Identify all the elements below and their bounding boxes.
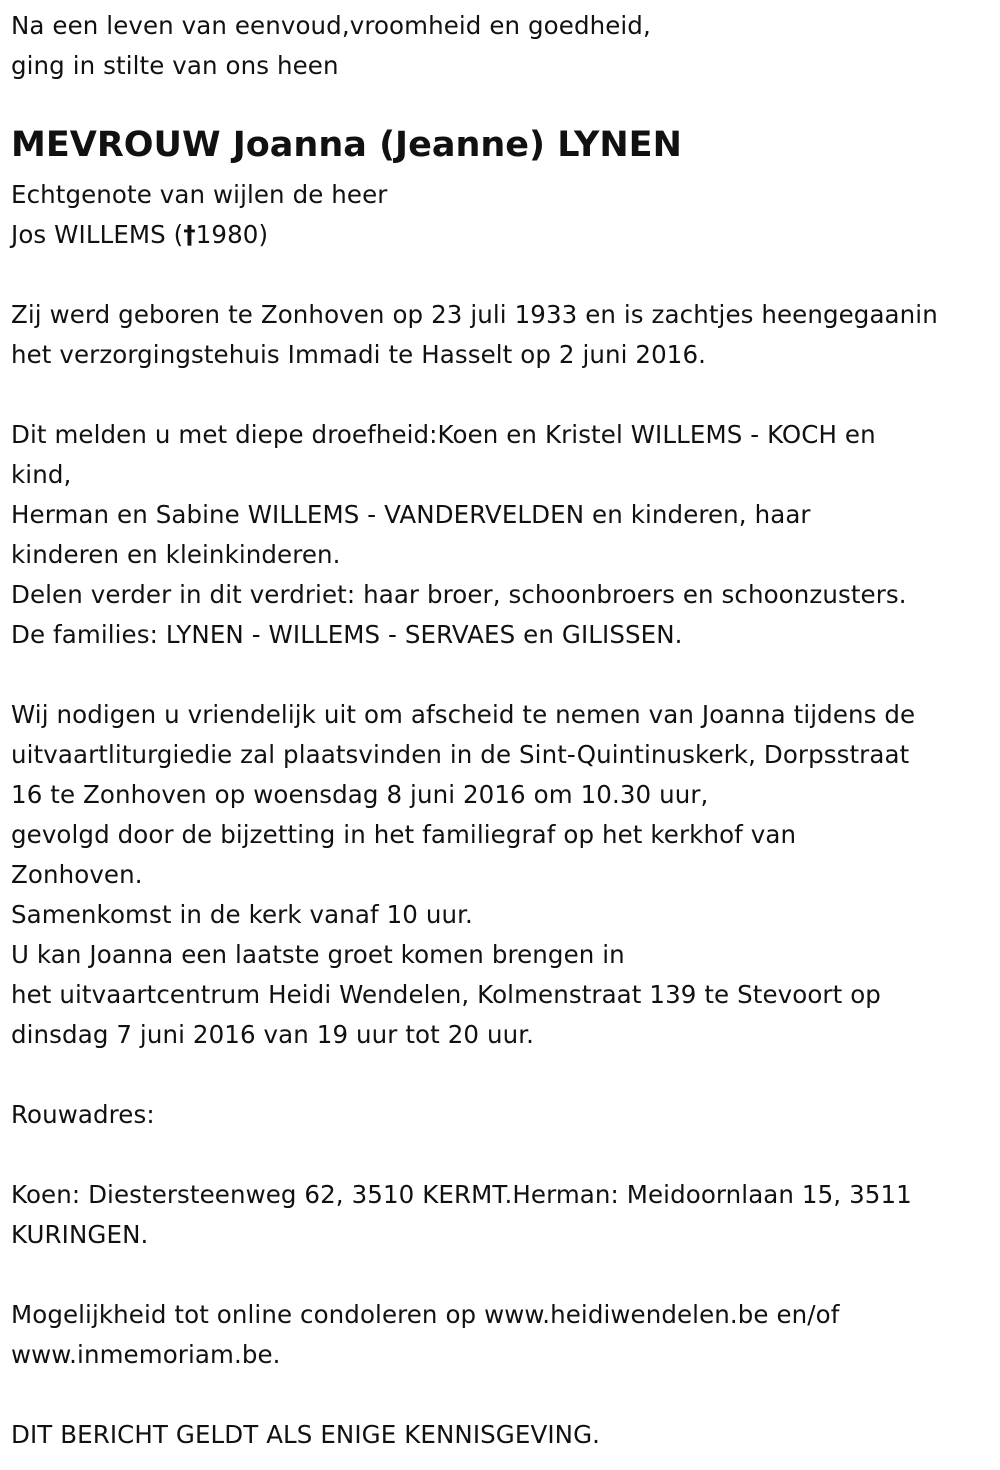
spouse-line-1: Echtgenote van wijlen de heer — [11, 180, 388, 209]
spouse-line-2 — [11, 215, 1000, 255]
birth-paragraph — [11, 295, 1000, 375]
ceremony-line: Zonhoven. — [11, 860, 143, 889]
address-line-1: Koen: Diestersteenweg 62, 3510 KERMT.Herman: Meidoornlaan 15, 3511 — [11, 1180, 912, 1209]
family-line: kind, — [11, 460, 72, 489]
ceremony-line: het uitvaartcentrum Heidi Wendelen, Kolmenstraat 139 te Stevoort op — [11, 980, 881, 1009]
birth-line-1: Zij werd geboren te Zonhoven op 23 juli 1933 en is zachtjes heengegaanin — [11, 300, 938, 329]
condolences-block — [11, 1295, 1000, 1375]
ceremony-line: uitvaartliturgiedie zal plaatsvinden in de Sint-Quintinuskerk, Dorpsstraat — [11, 740, 910, 769]
condolences-line-2: www.inmemoriam.be. — [11, 1340, 281, 1369]
family-paragraph — [11, 415, 1000, 655]
family-line: Delen verder in dit verdriet: haar broer, schoonbroers en schoonzusters. — [11, 580, 907, 609]
intro-text — [11, 6, 1000, 86]
ceremony-line: gevolgd door de bijzetting in het familiegraf op het kerkhof van — [11, 820, 797, 849]
family-line: Herman en Sabine WILLEMS - VANDERVELDEN en kinderen, haar — [11, 500, 811, 529]
ceremony-paragraph — [11, 695, 1000, 1055]
cross-icon: † — [183, 220, 196, 249]
ceremony-line: Wij nodigen u vriendelijk uit om afscheid te nemen van Joanna tijdens de — [11, 700, 916, 729]
ceremony-line: Samenkomst in de kerk vanaf 10 uur. — [11, 900, 473, 929]
address-line-2: KURINGEN. — [11, 1220, 149, 1249]
spouse-death-year: 1980) — [195, 220, 269, 249]
address-heading: Rouwadres: — [11, 1100, 155, 1129]
address-block — [11, 1175, 1000, 1255]
intro-line-2: ging in stilte van ons heen — [11, 51, 339, 80]
family-line: De families: LYNEN - WILLEMS - SERVAES en GILISSEN. — [11, 620, 683, 649]
family-line: Dit melden u met diepe droefheid:Koen en Kristel WILLEMS - KOCH en — [11, 420, 876, 449]
birth-line-2: het verzorgingstehuis Immadi te Hasselt op 2 juni 2016. — [11, 340, 707, 369]
ceremony-line: 16 te Zonhoven op woensdag 8 juni 2016 om 10.30 uur, — [11, 780, 709, 809]
ceremony-line: dinsdag 7 juni 2016 van 19 uur tot 20 uur. — [11, 1020, 535, 1049]
obituary-page — [0, 6, 1000, 1470]
ceremony-line: U kan Joanna een laatste groet komen brengen in — [11, 940, 625, 969]
intro-line-1: Na een leven van eenvoud,vroomheid en goedheid, — [11, 11, 651, 40]
spouse-info — [11, 175, 1000, 255]
notice-text: DIT BERICHT GELDT ALS ENIGE KENNISGEVING. — [11, 1420, 601, 1449]
condolences-line-1: Mogelijkheid tot online condoleren op www.heidiwendelen.be en/of — [11, 1300, 840, 1329]
deceased-name: MEVROUW Joanna (Jeanne) LYNEN — [11, 125, 682, 165]
family-line: kinderen en kleinkinderen. — [11, 540, 341, 569]
spouse-name: Jos WILLEMS ( — [11, 220, 184, 249]
